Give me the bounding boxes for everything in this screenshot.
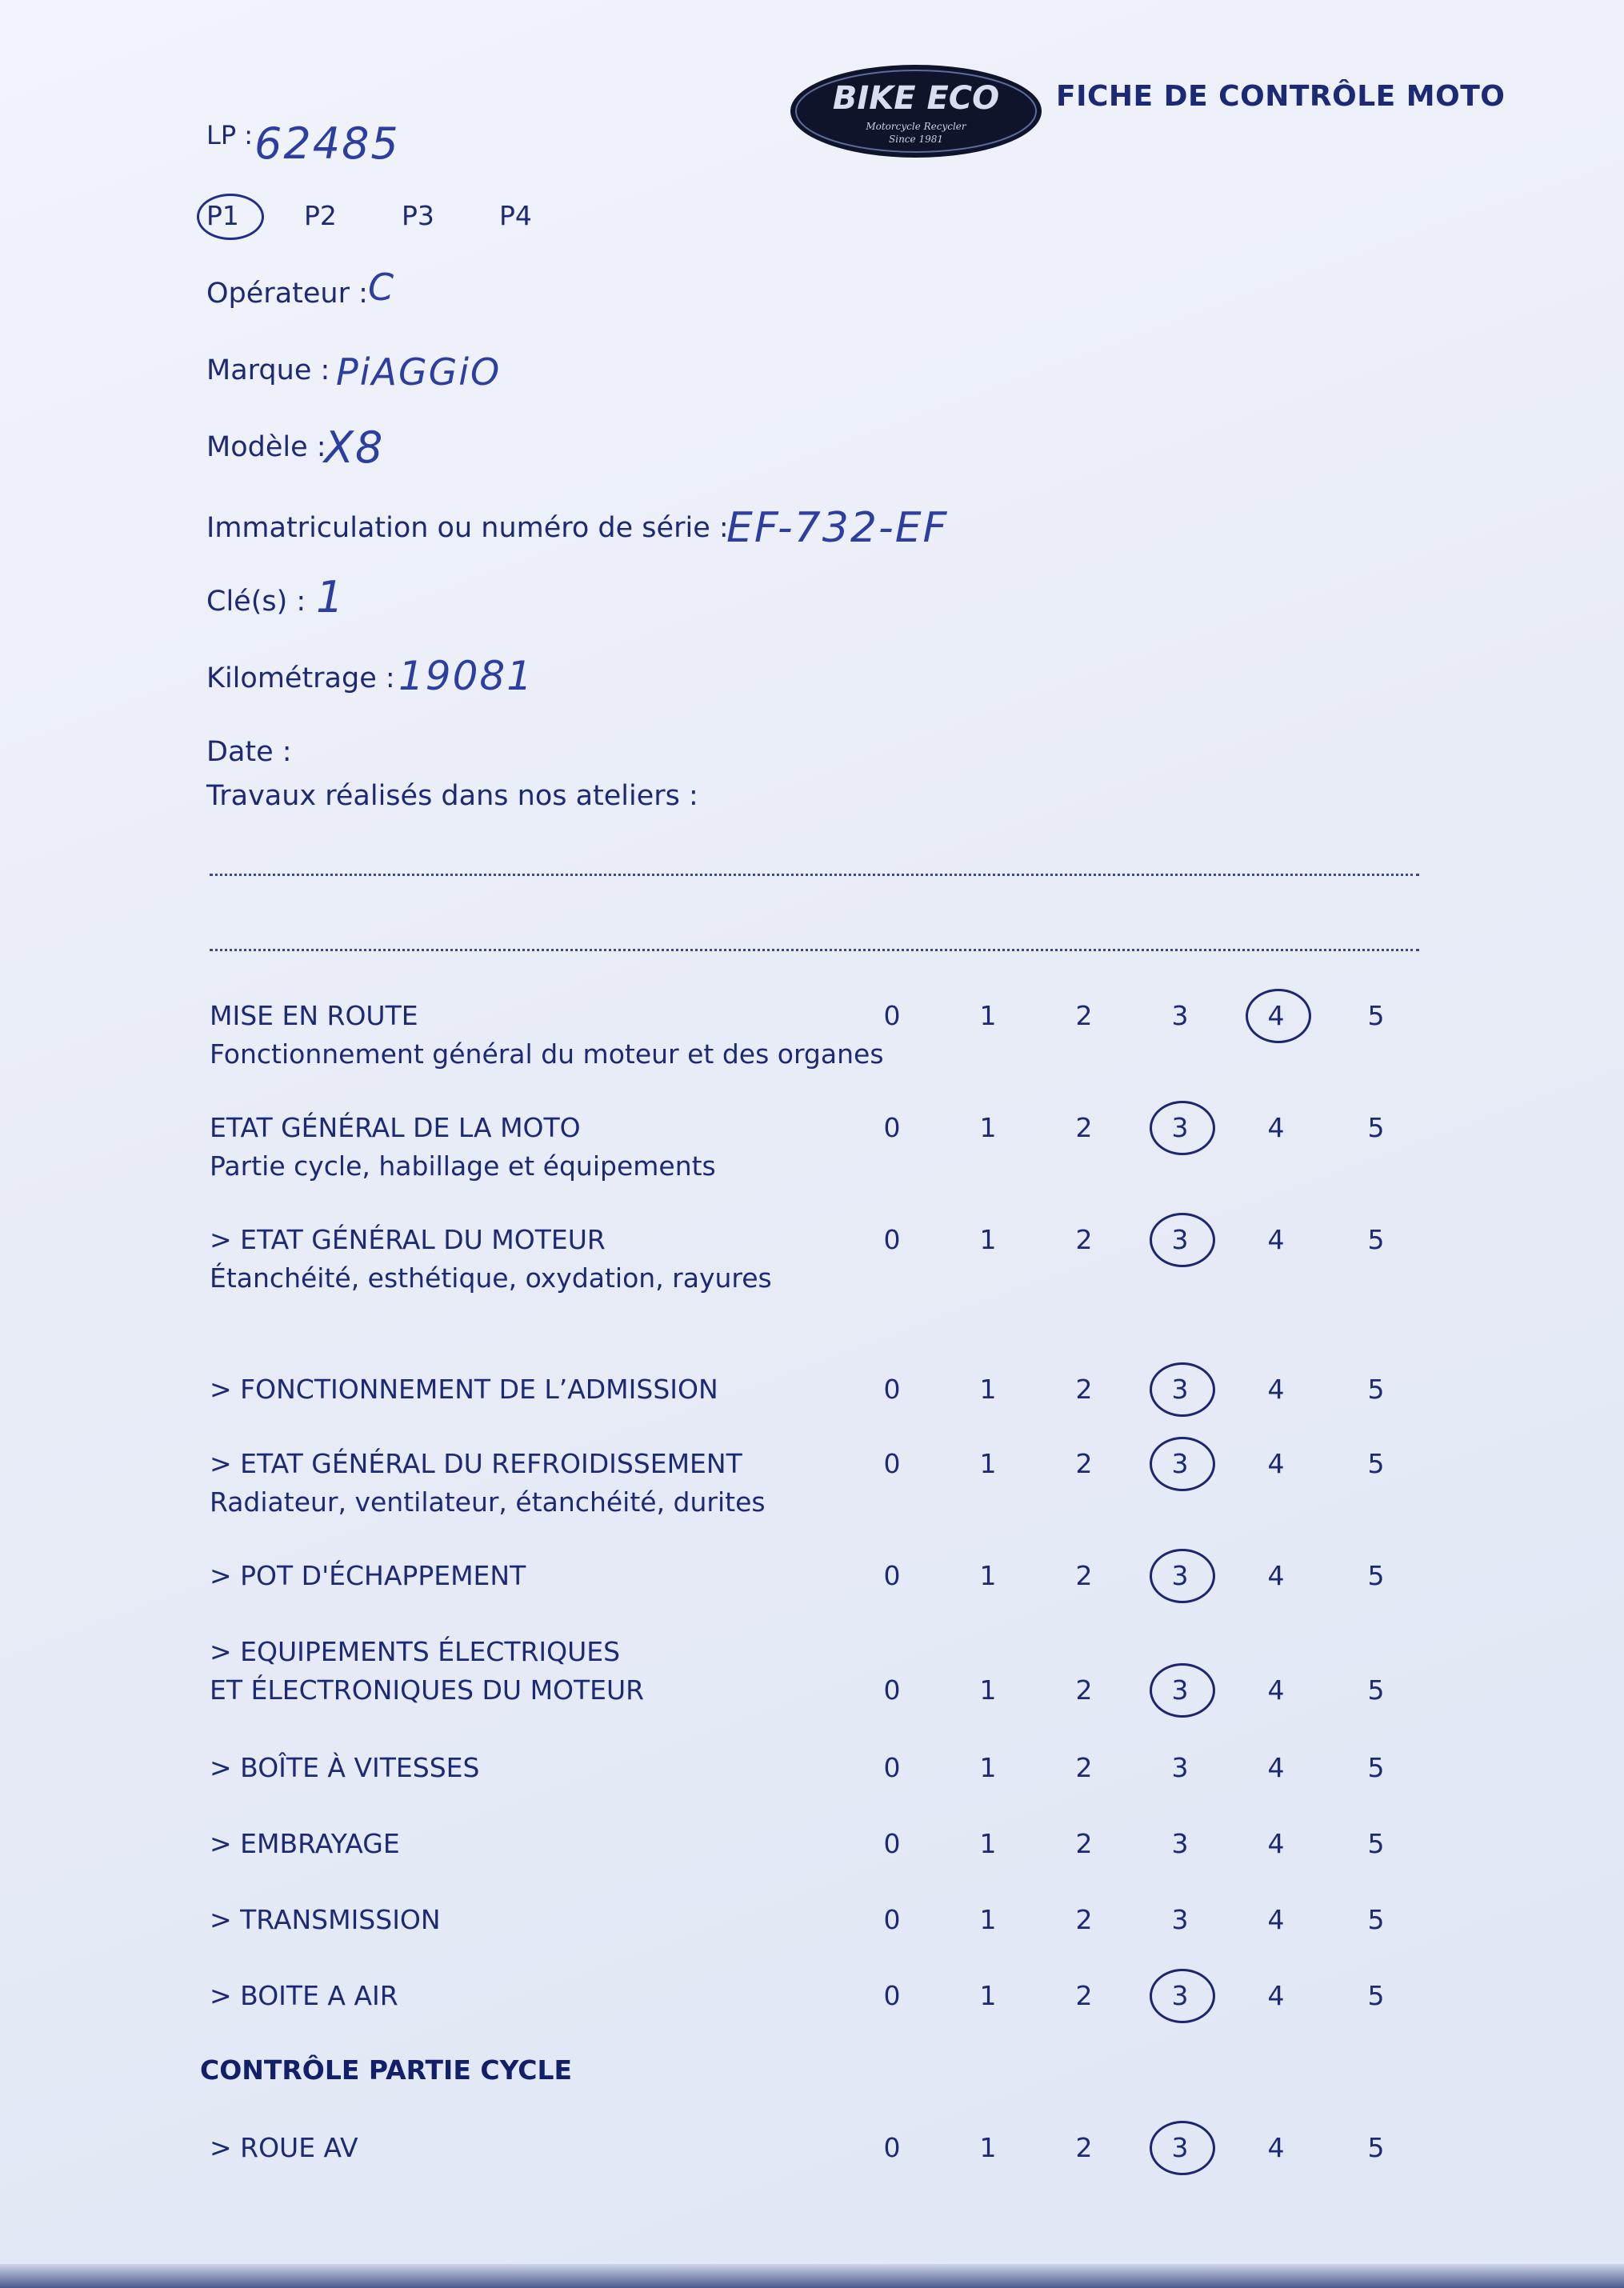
score-option-1[interactable] <box>964 1980 1012 2011</box>
score-option-1[interactable] <box>964 1112 1012 1143</box>
score-value: 1 <box>979 1674 997 1706</box>
score-option-0[interactable] <box>868 1560 916 1591</box>
score-value: 0 <box>883 1904 901 1935</box>
travaux-line-2[interactable] <box>210 949 1419 951</box>
score-value: 3 <box>1171 1112 1189 1143</box>
score-option-3[interactable] <box>1156 1828 1204 1859</box>
score-option-2[interactable] <box>1060 1980 1108 2011</box>
score-option-4[interactable] <box>1252 1752 1300 1783</box>
selected-circle <box>1246 989 1311 1043</box>
score-option-3[interactable] <box>1156 1000 1204 1031</box>
score-option-4[interactable] <box>1252 1000 1300 1031</box>
selected-circle <box>1150 1663 1215 1718</box>
score-value: 2 <box>1075 1112 1093 1143</box>
date-label: Date : <box>206 736 292 768</box>
score-value: 5 <box>1367 2132 1385 2163</box>
score-option-5[interactable] <box>1352 1112 1400 1143</box>
score-value: 0 <box>883 1224 901 1255</box>
score-value: 5 <box>1367 1000 1385 1031</box>
score-option-1[interactable] <box>964 1560 1012 1591</box>
score-option-0[interactable] <box>868 1980 916 2011</box>
travaux-line-1[interactable] <box>210 874 1419 876</box>
check-label-line2: ET ÉLECTRONIQUES DU MOTEUR <box>210 1674 645 1706</box>
sheet-title: FICHE DE CONTRÔLE MOTO <box>1056 80 1506 113</box>
check-label: > TRANSMISSION <box>210 1904 441 1935</box>
section-title: CONTRÔLE PARTIE CYCLE <box>200 2054 573 2086</box>
score-option-0[interactable] <box>868 1752 916 1783</box>
score-option-4[interactable] <box>1252 2132 1300 2163</box>
score-option-4[interactable] <box>1252 1828 1300 1859</box>
lp-label: LP : <box>206 120 254 150</box>
score-value: 4 <box>1267 1674 1285 1706</box>
score-option-5[interactable] <box>1352 1674 1400 1706</box>
score-value: 1 <box>979 1448 997 1479</box>
check-label: > FONCTIONNEMENT DE L’ADMISSION <box>210 1374 718 1405</box>
score-option-2[interactable] <box>1060 1000 1108 1031</box>
score-option-0[interactable] <box>868 1904 916 1935</box>
score-value: 0 <box>883 1374 901 1405</box>
score-value: 2 <box>1075 1448 1093 1479</box>
score-option-5[interactable] <box>1352 1752 1400 1783</box>
score-value: 2 <box>1075 1560 1093 1591</box>
score-option-1[interactable] <box>964 1752 1012 1783</box>
score-value: 3 <box>1171 1374 1189 1405</box>
score-value: 1 <box>979 1904 997 1935</box>
p-option-4[interactable]: P4 <box>499 200 532 231</box>
score-option-3[interactable] <box>1156 2132 1204 2163</box>
score-value: 1 <box>979 1752 997 1783</box>
score-option-4[interactable] <box>1252 1904 1300 1935</box>
score-option-3[interactable] <box>1156 1904 1204 1935</box>
score-option-2[interactable] <box>1060 1374 1108 1405</box>
score-value: 4 <box>1267 1224 1285 1255</box>
travaux-label: Travaux réalisés dans nos ateliers : <box>206 780 698 812</box>
score-value: 2 <box>1075 1224 1093 1255</box>
score-option-0[interactable] <box>868 1448 916 1479</box>
score-value: 4 <box>1267 1560 1285 1591</box>
score-value: 3 <box>1171 1448 1189 1479</box>
score-option-4[interactable] <box>1252 1374 1300 1405</box>
score-option-3[interactable] <box>1156 1674 1204 1706</box>
immat-label: Immatriculation ou numéro de série : <box>206 512 729 544</box>
score-option-1[interactable] <box>964 1904 1012 1935</box>
bike-eco-logo <box>788 62 1044 160</box>
check-label: MISE EN ROUTE <box>210 1000 418 1031</box>
cles-label: Clé(s) : <box>206 586 306 618</box>
score-value: 3 <box>1171 1674 1189 1706</box>
score-value: 0 <box>883 2132 901 2163</box>
km-label: Kilométrage : <box>206 662 395 694</box>
score-value: 2 <box>1075 1904 1093 1935</box>
selected-circle <box>1150 1969 1215 2023</box>
check-label: > ROUE AV <box>210 2132 358 2163</box>
marque-label: Marque : <box>206 354 330 386</box>
score-option-3[interactable] <box>1156 1224 1204 1255</box>
score-option-1[interactable] <box>964 1374 1012 1405</box>
score-value: 5 <box>1367 1224 1385 1255</box>
score-value: 3 <box>1171 1904 1189 1935</box>
score-value: 2 <box>1075 1374 1093 1405</box>
score-value: 5 <box>1367 1674 1385 1706</box>
score-option-5[interactable] <box>1352 1448 1400 1479</box>
selected-circle <box>1150 1101 1215 1155</box>
p-option-2[interactable]: P2 <box>304 200 337 231</box>
score-option-3[interactable] <box>1156 1112 1204 1143</box>
score-value: 3 <box>1171 1560 1189 1591</box>
score-value: 5 <box>1367 1904 1385 1935</box>
selected-circle <box>197 194 264 240</box>
score-option-4[interactable] <box>1252 1980 1300 2011</box>
score-value: 2 <box>1075 1828 1093 1859</box>
score-value: 4 <box>1267 1904 1285 1935</box>
score-option-0[interactable] <box>868 2132 916 2163</box>
score-value: 4 <box>1267 1828 1285 1859</box>
score-value: 2 <box>1075 2132 1093 2163</box>
score-option-2[interactable] <box>1060 1224 1108 1255</box>
page-edge <box>0 2264 1624 2288</box>
score-value: 3 <box>1171 1752 1189 1783</box>
score-value: 1 <box>979 1828 997 1859</box>
score-option-1[interactable] <box>964 1828 1012 1859</box>
score-option-1[interactable] <box>964 1448 1012 1479</box>
score-value: 0 <box>883 1000 901 1031</box>
svg-text:Motorcycle Recycler: Motorcycle Recycler <box>866 121 966 132</box>
score-option-2[interactable] <box>1060 1448 1108 1479</box>
svg-text:BIKE ECO: BIKE ECO <box>832 80 1000 117</box>
score-value: 0 <box>883 1828 901 1859</box>
score-value: 5 <box>1367 1112 1385 1143</box>
score-value: 0 <box>883 1112 901 1143</box>
check-label: ETAT GÉNÉRAL DE LA MOTO <box>210 1112 581 1143</box>
check-label: > BOÎTE À VITESSES <box>210 1752 480 1783</box>
p-option-1[interactable]: P1 <box>206 200 239 231</box>
score-option-1[interactable] <box>964 1674 1012 1706</box>
check-sublabel: Radiateur, ventilateur, étanchéité, durites <box>210 1486 766 1518</box>
score-option-0[interactable] <box>868 1224 916 1255</box>
score-value: 1 <box>979 1112 997 1143</box>
score-value: 4 <box>1267 2132 1285 2163</box>
score-option-5[interactable] <box>1352 1374 1400 1405</box>
score-option-5[interactable] <box>1352 1828 1400 1859</box>
score-value: 2 <box>1075 1980 1093 2011</box>
score-value: 1 <box>979 1000 997 1031</box>
check-label: > BOITE A AIR <box>210 1980 398 2011</box>
score-value: 3 <box>1171 1000 1189 1031</box>
score-value: 2 <box>1075 1674 1093 1706</box>
check-sublabel: Partie cycle, habillage et équipements <box>210 1150 716 1182</box>
score-option-0[interactable] <box>868 1674 916 1706</box>
selected-circle <box>1150 1362 1215 1417</box>
score-option-4[interactable] <box>1252 1448 1300 1479</box>
modele-value[interactable]: X8 <box>324 422 385 473</box>
operateur-label: Opérateur : <box>206 278 368 310</box>
score-value: 1 <box>979 1374 997 1405</box>
score-value: 3 <box>1171 1224 1189 1255</box>
score-option-2[interactable] <box>1060 1674 1108 1706</box>
score-option-1[interactable] <box>964 1000 1012 1031</box>
score-value: 5 <box>1367 1752 1385 1783</box>
score-option-5[interactable] <box>1352 1560 1400 1591</box>
lp-value[interactable]: 62485 <box>254 118 400 169</box>
score-option-4[interactable] <box>1252 1674 1300 1706</box>
score-option-5[interactable] <box>1352 1904 1400 1935</box>
check-label: > POT D'ÉCHAPPEMENT <box>210 1560 526 1591</box>
immat-value[interactable]: EF-732-EF <box>726 504 949 552</box>
score-option-1[interactable] <box>964 1224 1012 1255</box>
score-option-2[interactable] <box>1060 2132 1108 2163</box>
score-option-4[interactable] <box>1252 1112 1300 1143</box>
score-value: 0 <box>883 1980 901 2011</box>
score-option-3[interactable] <box>1156 1448 1204 1479</box>
cles-value[interactable]: 1 <box>316 572 346 622</box>
score-value: 4 <box>1267 1752 1285 1783</box>
score-value: 5 <box>1367 1374 1385 1405</box>
score-value: 5 <box>1367 1448 1385 1479</box>
score-option-3[interactable] <box>1156 1560 1204 1591</box>
score-option-0[interactable] <box>868 1828 916 1859</box>
score-value: 5 <box>1367 1980 1385 2011</box>
score-value: 0 <box>883 1674 901 1706</box>
score-option-4[interactable] <box>1252 1560 1300 1591</box>
selected-circle <box>1150 1437 1215 1491</box>
score-option-0[interactable] <box>868 1112 916 1143</box>
selected-circle <box>1150 2121 1215 2175</box>
score-value: 1 <box>979 1980 997 2011</box>
score-option-2[interactable] <box>1060 1828 1108 1859</box>
score-value: 2 <box>1075 1752 1093 1783</box>
score-value: 0 <box>883 1560 901 1591</box>
km-value[interactable]: 19081 <box>398 653 534 699</box>
modele-label: Modèle : <box>206 431 326 463</box>
score-option-5[interactable] <box>1352 1980 1400 2011</box>
check-sublabel: Fonctionnement général du moteur et des organes <box>210 1038 884 1070</box>
score-option-0[interactable] <box>868 1000 916 1031</box>
score-value: 0 <box>883 1448 901 1479</box>
marque-value[interactable]: PiAGGiO <box>336 350 502 394</box>
score-value: 1 <box>979 2132 997 2163</box>
score-option-2[interactable] <box>1060 1752 1108 1783</box>
p-option-3[interactable]: P3 <box>402 200 434 231</box>
score-value: 5 <box>1367 1560 1385 1591</box>
score-option-0[interactable] <box>868 1374 916 1405</box>
score-value: 1 <box>979 1224 997 1255</box>
score-value: 0 <box>883 1752 901 1783</box>
score-value: 3 <box>1171 1980 1189 2011</box>
score-value: 3 <box>1171 1828 1189 1859</box>
selected-circle <box>1150 1549 1215 1603</box>
score-option-5[interactable] <box>1352 1224 1400 1255</box>
score-option-5[interactable] <box>1352 2132 1400 2163</box>
operateur-value[interactable]: C <box>368 266 396 309</box>
score-option-1[interactable] <box>964 2132 1012 2163</box>
score-option-3[interactable] <box>1156 1374 1204 1405</box>
score-option-2[interactable] <box>1060 1904 1108 1935</box>
check-sublabel: Étanchéité, esthétique, oxydation, rayures <box>210 1262 772 1294</box>
check-label: > EMBRAYAGE <box>210 1828 400 1859</box>
score-value: 4 <box>1267 1112 1285 1143</box>
svg-text:Since 1981: Since 1981 <box>889 134 943 145</box>
score-option-3[interactable] <box>1156 1752 1204 1783</box>
score-option-3[interactable] <box>1156 1980 1204 2011</box>
check-label: > ETAT GÉNÉRAL DU REFROIDISSEMENT <box>210 1448 742 1479</box>
score-option-2[interactable] <box>1060 1560 1108 1591</box>
score-value: 4 <box>1267 1000 1285 1031</box>
score-option-2[interactable] <box>1060 1112 1108 1143</box>
check-label: > ETAT GÉNÉRAL DU MOTEUR <box>210 1224 606 1255</box>
selected-circle <box>1150 1213 1215 1267</box>
score-value: 4 <box>1267 1374 1285 1405</box>
score-option-4[interactable] <box>1252 1224 1300 1255</box>
score-value: 4 <box>1267 1448 1285 1479</box>
score-value: 3 <box>1171 2132 1189 2163</box>
score-option-5[interactable] <box>1352 1000 1400 1031</box>
score-value: 5 <box>1367 1828 1385 1859</box>
score-value: 1 <box>979 1560 997 1591</box>
score-value: 2 <box>1075 1000 1093 1031</box>
check-label: > EQUIPEMENTS ÉLECTRIQUES <box>210 1636 621 1667</box>
score-value: 4 <box>1267 1980 1285 2011</box>
